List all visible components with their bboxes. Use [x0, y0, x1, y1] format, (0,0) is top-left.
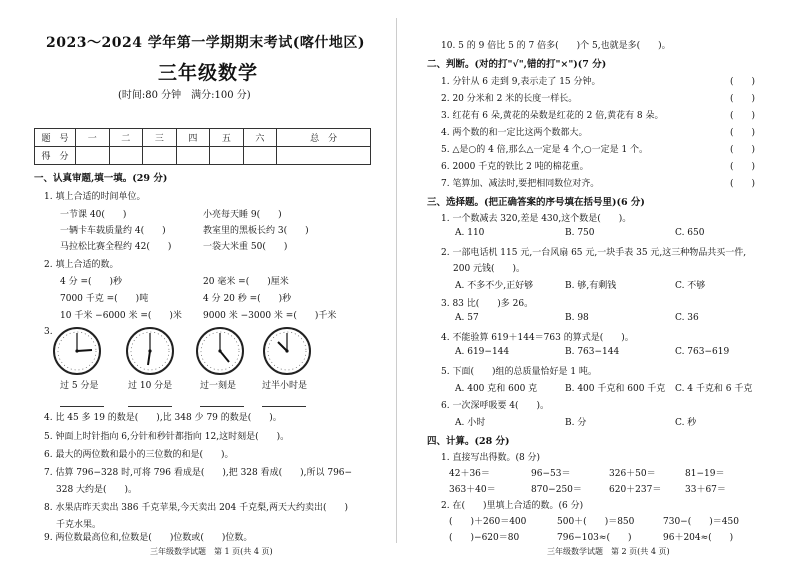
score-cell: 题 号 — [35, 129, 76, 147]
choice-option[interactable]: B. 分 — [565, 418, 587, 428]
question-text: 2. 填上合适的数。 — [44, 260, 119, 270]
choice-option[interactable]: B. 400 千克和 600 千克 — [565, 384, 666, 394]
choice-option[interactable]: C. 4 千克和 6 千克 — [675, 384, 753, 394]
clock-icon — [52, 326, 102, 376]
score-cell: 五 — [210, 129, 244, 147]
question-text: 8. 水果店昨天卖出 386 千克苹果,今天卖出 204 千克梨,两天大约卖出( ) — [44, 503, 348, 513]
section-heading: 二、判断。(对的打"√",错的打"×")(7 分) — [427, 59, 607, 70]
score-input-cell[interactable] — [277, 147, 371, 165]
clock-label: 过 5 分是 — [60, 381, 99, 391]
section-heading: 四、计算。(28 分) — [427, 436, 510, 447]
answer-line[interactable] — [262, 400, 306, 410]
question-item: 一辆卡车载质量约 4( ) — [60, 226, 166, 236]
choice-question: 5. 下面( )组的总质量恰好是 1 吨。 — [441, 367, 597, 377]
question-item: 7000 千克 =( )吨 — [60, 294, 149, 304]
choice-question: 6. 一次深呼吸要 4( )。 — [441, 401, 550, 411]
judge-item: 7. 笔算加、减法时,要把相同数位对齐。 — [441, 179, 600, 189]
judge-item: 1. 分针从 6 走到 9,表示走了 15 分钟。 — [441, 77, 601, 87]
question-item: 4 分 =( )秒 — [60, 277, 123, 287]
judge-answer[interactable]: ( ) — [730, 179, 756, 189]
clock-label: 过一刻是 — [200, 381, 237, 391]
score-table-header-row — [35, 129, 371, 147]
exam-time-info: (时间:80 分钟 满分:100 分) — [118, 90, 251, 101]
score-cell: 六 — [243, 129, 277, 147]
choice-option[interactable]: C. 650 — [675, 228, 705, 238]
score-cell: 总 分 — [277, 129, 371, 147]
calc-item[interactable]: 620＋237＝ — [609, 485, 662, 495]
judge-answer[interactable]: ( ) — [730, 77, 756, 87]
question-item: 一袋大米重 50( ) — [203, 242, 288, 252]
judge-item: 4. 两个数的和一定比这两个数都大。 — [441, 128, 588, 138]
page-footer: 三年级数学试题 第 1 页(共 4 页) — [150, 547, 273, 556]
score-table — [34, 128, 371, 165]
score-input-cell[interactable] — [143, 147, 177, 165]
question-item: 教室里的黑板长约 3( ) — [203, 226, 309, 236]
question-item: 20 毫米 =( )厘米 — [203, 277, 289, 287]
question-text: 1. 填上合适的时间单位。 — [44, 192, 146, 202]
choice-option[interactable]: A. 小时 — [455, 418, 486, 428]
clock-label: 过 10 分是 — [128, 381, 173, 391]
choice-option[interactable]: A. 619−144 — [455, 347, 510, 357]
score-cell: 四 — [176, 129, 210, 147]
choice-option[interactable]: C. 763−619 — [675, 347, 730, 357]
section-heading: 三、选择题。(把正确答案的序号填在括号里)(6 分) — [427, 197, 645, 208]
score-cell: 一 — [76, 129, 110, 147]
question-text: 328 大约是( )。 — [56, 485, 138, 495]
score-table-score-row — [35, 147, 371, 165]
calc-item[interactable]: 81−19＝ — [685, 469, 725, 479]
clock-label: 过半小时是 — [262, 381, 308, 391]
choice-option[interactable]: B. 够,有剩钱 — [565, 281, 617, 291]
fill-item[interactable]: 730−( )＝450 — [663, 517, 739, 527]
question-text: 7. 估算 796−328 时,可将 796 看成是( ),把 328 看成( ),所以 796− — [44, 468, 353, 478]
choice-option[interactable]: B. 763−144 — [565, 347, 620, 357]
calc-item[interactable]: 96−53＝ — [531, 469, 571, 479]
question-text: 9. 两位数最高位和,位数是( )位数或( )位数。 — [44, 533, 253, 543]
choice-question: 3. 83 比( )多 26。 — [441, 299, 534, 309]
judge-item: 5. △是○的 4 倍,那么△一定是 4 个,○一定是 1 个。 — [441, 145, 649, 155]
question-item: 10 千米 −6000 米 =( )米 — [60, 311, 182, 321]
score-input-cell[interactable] — [243, 147, 277, 165]
choice-option[interactable]: C. 不够 — [675, 281, 706, 291]
judge-item: 2. 20 分米和 2 米的长度一样长。 — [441, 94, 578, 104]
score-cell: 三 — [143, 129, 177, 147]
right-page — [397, 0, 794, 561]
choice-question: 4. 不能验算 619＋144＝763 的算式是( )。 — [441, 333, 634, 343]
score-cell: 二 — [109, 129, 143, 147]
question-item: 小亮每天睡 9( ) — [203, 210, 282, 220]
answer-line[interactable] — [128, 400, 172, 410]
question-text: 10. 5 的 9 倍比 5 的 7 倍多( )个 5,也就是多( )。 — [441, 41, 671, 51]
score-input-cell[interactable] — [176, 147, 210, 165]
judge-item: 3. 红花有 6 朵,黄花的朵数是红花的 2 倍,黄花有 8 朵。 — [441, 111, 664, 121]
choice-option[interactable]: B. 98 — [565, 313, 589, 323]
judge-item: 6. 2000 千克的铁比 2 吨的棉花重。 — [441, 162, 589, 172]
score-input-cell[interactable] — [76, 147, 110, 165]
calc-item[interactable]: 326＋50＝ — [609, 469, 656, 479]
fill-item[interactable]: ( )＋260＝400 — [449, 517, 527, 527]
question-text: 2. 在( )里填上合适的数。(6 分) — [441, 501, 584, 511]
choice-option[interactable]: A. 不多不少,正好够 — [455, 281, 534, 291]
score-cell: 得 分 — [35, 147, 76, 165]
clock-icon — [125, 326, 175, 376]
choice-question: 1. 一个数减去 320,差是 430,这个数是( )。 — [441, 214, 632, 224]
calc-item[interactable]: 42＋36＝ — [449, 469, 490, 479]
choice-option[interactable]: C. 36 — [675, 313, 699, 323]
exam-subject: 三年级数学 — [158, 62, 259, 84]
fill-item[interactable]: 500＋( )＝850 — [557, 517, 635, 527]
choice-question: 200 元钱( )。 — [453, 264, 526, 274]
calc-item[interactable]: 363＋40＝ — [449, 485, 496, 495]
judge-answer[interactable]: ( ) — [730, 162, 756, 172]
fill-item[interactable]: ( )−620＝80 — [449, 533, 520, 543]
choice-option[interactable]: A. 400 克和 600 克 — [455, 384, 538, 394]
exam-title: 2023～2024 学年第一学期期末考试(喀什地区) — [46, 35, 366, 51]
question-item: 9000 米 −3000 米 =( )千米 — [203, 311, 337, 321]
question-item: 一节课 40( ) — [60, 210, 127, 220]
question-item: 4 分 20 秒 =( )秒 — [203, 294, 292, 304]
judge-answer[interactable]: ( ) — [730, 111, 756, 121]
question-text: 5. 钟面上时针指向 6,分针和秒针都指向 12,这时刻是( )。 — [44, 432, 290, 442]
answer-line[interactable] — [60, 400, 104, 410]
score-input-cell[interactable] — [109, 147, 143, 165]
question-text: 4. 比 45 多 19 的数是( ),比 348 少 79 的数是( )。 — [44, 413, 282, 423]
calc-item[interactable]: 870−250＝ — [531, 485, 582, 495]
choice-option[interactable]: A. 57 — [455, 313, 479, 323]
judge-answer[interactable]: ( ) — [730, 94, 756, 104]
fill-item[interactable]: 796−103≈( ) — [557, 533, 632, 543]
question-text: 千克水果。 — [56, 520, 102, 530]
choice-option[interactable]: C. 秒 — [675, 418, 697, 428]
calc-item[interactable]: 33＋67＝ — [685, 485, 726, 495]
question-text: 6. 最大的两位数和最小的三位数的和是( )。 — [44, 450, 234, 460]
clock-icon — [262, 326, 312, 376]
page-footer: 三年级数学试题 第 2 页(共 4 页) — [547, 547, 670, 556]
question-text: 1. 直接写出得数。(8 分) — [441, 453, 541, 463]
choice-option[interactable]: A. 110 — [455, 228, 485, 238]
choice-option[interactable]: B. 750 — [565, 228, 595, 238]
answer-line[interactable] — [200, 400, 244, 410]
choice-question: 2. 一部电话机 115 元,一台风扇 65 元,一块手表 35 元,这三种物品共买一件, — [441, 248, 747, 258]
question-number: 3. — [44, 327, 53, 337]
judge-answer[interactable]: ( ) — [730, 145, 756, 155]
section-heading: 一、认真审题,填一填。(29 分) — [34, 173, 168, 184]
question-item: 马拉松比赛全程约 42( ) — [60, 242, 172, 252]
clock-icon — [195, 326, 245, 376]
judge-answer[interactable]: ( ) — [730, 128, 756, 138]
score-input-cell[interactable] — [210, 147, 244, 165]
fill-item[interactable]: 96＋204≈( ) — [663, 533, 734, 543]
